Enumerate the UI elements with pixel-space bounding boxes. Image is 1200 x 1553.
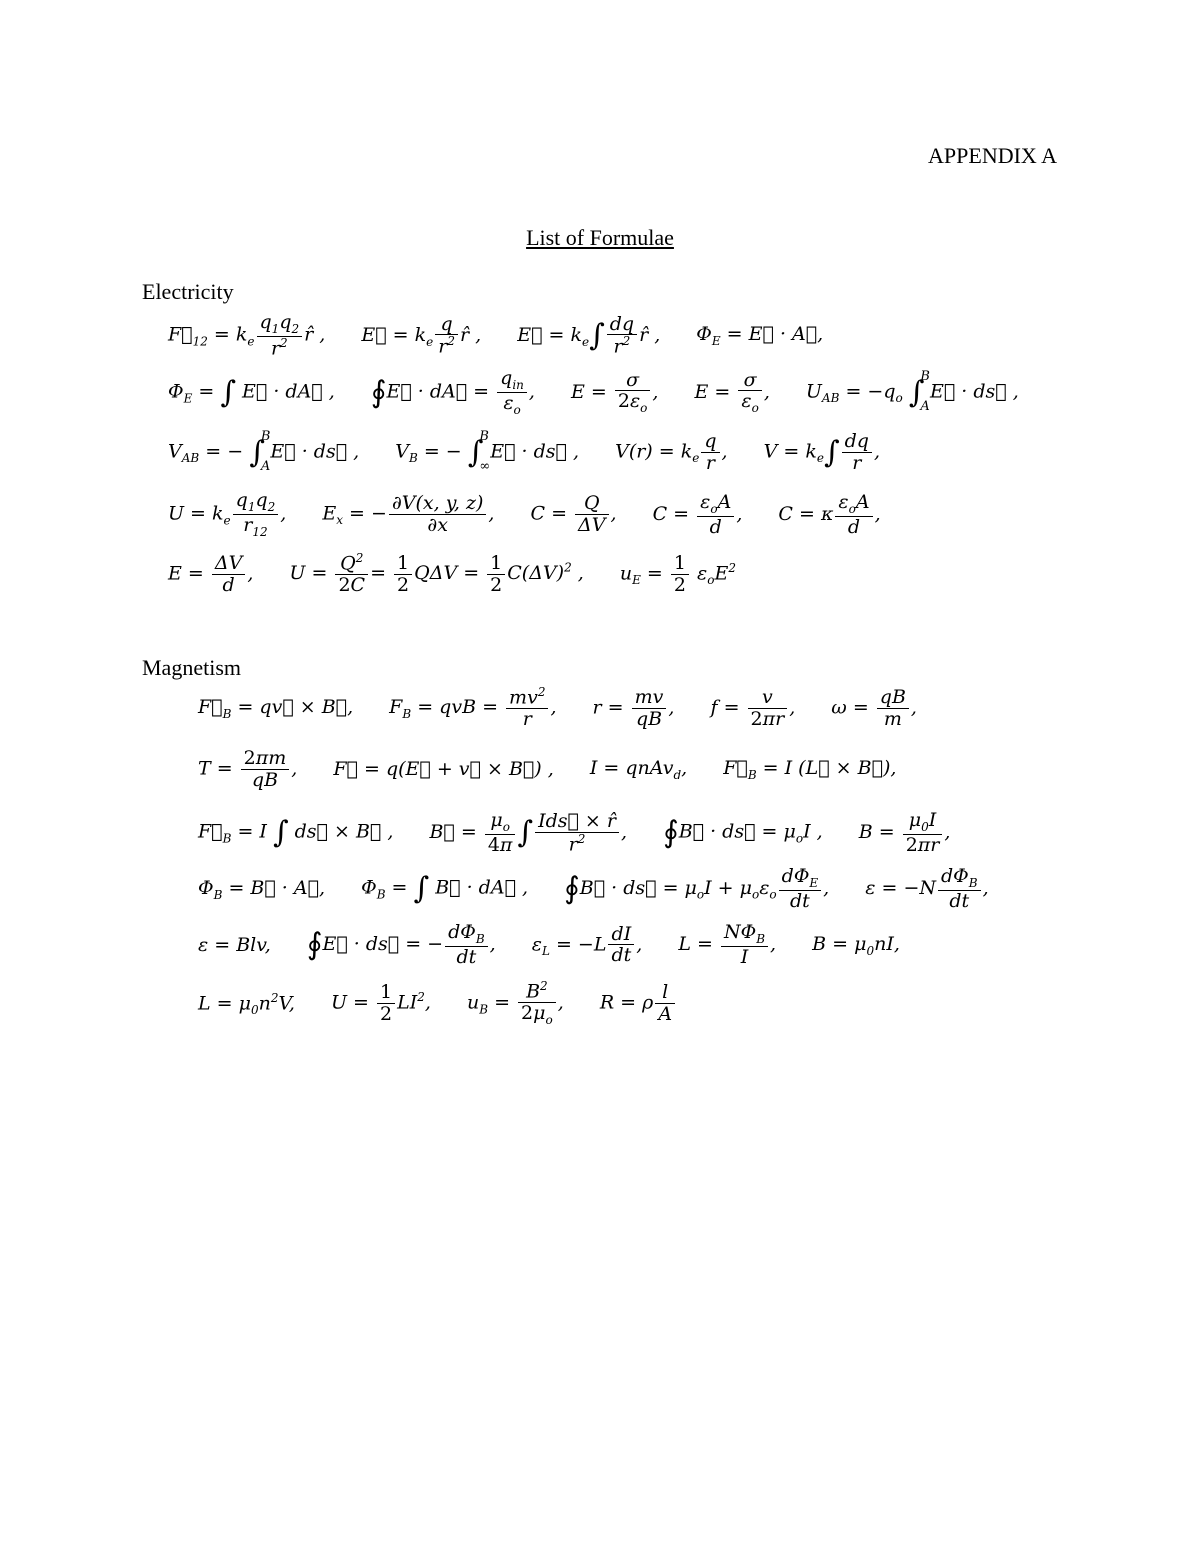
equation-sheet-field: E = $\frac{\sigma}{2\varepsilon_o}$ , xyxy=(571,368,659,416)
equation-cyclotron-radius: r = $\frac{mv}{qB}$ , xyxy=(592,685,675,730)
equation-inductance: L = $\frac{N\Phi_B}{I}$ , xyxy=(678,921,777,968)
equation-flux-uniform: $\Phi_E$ = E⃗ · A⃗, xyxy=(696,323,824,348)
equation-solenoid-field: $B = \mu_0nI$, xyxy=(812,932,900,958)
equation-dielectric-capacitance: C = κ $\frac{\varepsilon_oA}{d}$ , xyxy=(778,490,881,538)
equation-row-electricity-3 xyxy=(168,430,880,475)
equation-force-on-wire-integral: $F⃗_B = I$ ∫ ds⃗ × B⃗ , xyxy=(198,815,394,851)
equation-capacitance: C = $\frac{Q}{\Delta V}$ , xyxy=(530,492,617,536)
equation-magnetic-force-circular: $F_B$ = qvB = $\frac{mv^2}{r}$ , xyxy=(389,685,557,731)
equation-energy-density-electric: $u_E$ = $\frac{1}{2}$ $\varepsilon_oE^2$ xyxy=(619,551,736,596)
section-heading-electricity: Electricity xyxy=(142,279,234,304)
equation-continuous-potential: $V = k_e\int$ $\frac{dq}{r}$ , xyxy=(763,429,880,474)
equation-row-electricity-1 xyxy=(168,312,823,359)
equation-long-wire-field: B = $\frac{\mu_0I}{2\pi r}$ , xyxy=(858,809,951,856)
equation-faraday-law: ∮E⃗ · ds⃗ = − $\frac{d\Phi_B}{dt}$ , xyxy=(306,921,496,968)
equation-self-induced-emf: $\varepsilon_L = -L$ $\frac{dI}{dt}$ , xyxy=(531,922,643,967)
equation-row-electricity-2 xyxy=(168,368,1019,417)
equation-ampere-maxwell: ∮B⃗ · ds⃗ = $\mu_oI + \mu_o\varepsilon_o$ $\frac{d\Phi_E}{dt}$ , xyxy=(564,865,830,912)
equation-potential-at-point: $V_B$ = − ∫ B ∞ E⃗ · ds⃗ , xyxy=(395,429,580,475)
equation-point-field: E⃗ = $k_e$ $\frac{q}{r^2}$ r̂ , xyxy=(361,312,482,358)
equation-period: T = $\frac{2\pi m}{qB}$ , xyxy=(198,747,298,791)
equation-row-electricity-4 xyxy=(168,490,881,539)
equation-conductor-field: E = $\frac{\sigma}{\varepsilon_o}$ , xyxy=(694,368,770,416)
section-heading-magnetism: Magnetism xyxy=(142,655,241,680)
equation-gauss-law: ∮E⃗ · dA⃗ = $\frac{q_{in}}{\varepsilon_o}$ , xyxy=(370,367,535,417)
equation-flux-integral: $\Phi_E$ = ∫ E⃗ · dA⃗ , xyxy=(168,374,335,410)
equation-energy-density-magnetic: $u_B$ = $\frac{B^2}{2\mu_o}$ , xyxy=(466,979,564,1028)
equation-continuous-field: E⃗ = $k_e\int$ $\frac{dq}{r^2}$ r̂ , xyxy=(517,312,661,358)
equation-point-potential: $V(r) = k_e$ $\frac{q}{r}$ , xyxy=(615,429,728,474)
page-title: List of Formulae xyxy=(526,225,674,250)
equation-magnetic-flux-uniform: $\Phi_B$ = B⃗ · A⃗, xyxy=(198,876,326,902)
equation-resistance: R = ρ $\frac{l}{A}$ xyxy=(600,982,677,1025)
appendix-label: APPENDIX A xyxy=(928,143,1057,168)
equation-capacitor-energy: U = $\frac{Q^2}{2C}$ = $\frac{1}{2}$ QΔV = $\frac{1}{2}$ $C(\Delta V)^2$ , xyxy=(289,551,584,597)
equation-row-magnetism-1 xyxy=(198,686,917,730)
equation-potential-energy-change: $U_{AB} = -q_o$ ∫ B A E⃗ · ds⃗ , xyxy=(805,369,1019,415)
equation-row-magnetism-3 xyxy=(198,810,950,856)
equation-faraday-emf: ε = −N $\frac{d\Phi_B}{dt}$ , xyxy=(865,865,989,912)
equation-motional-emf: ε = Blv, xyxy=(198,933,271,956)
equation-pair-potential-energy: $U = k_e$ $\frac{q_1q_2}{r_{12}}$ , xyxy=(168,489,287,539)
equation-uniform-field: E = $\frac{\Delta V}{d}$ , xyxy=(168,551,254,596)
equation-row-magnetism-4 xyxy=(198,866,989,912)
equation-potential-difference: $V_{AB}$ = − ∫ B A E⃗ · ds⃗ , xyxy=(168,429,360,475)
equation-row-magnetism-2 xyxy=(198,748,896,791)
equation-magnetic-flux-integral: $\Phi_B$ = ∫ B⃗ · dA⃗ , xyxy=(361,871,529,907)
equation-row-magnetism-6 xyxy=(198,980,677,1027)
equation-parallel-plate-capacitance: C = $\frac{\varepsilon_oA}{d}$ , xyxy=(652,490,743,538)
equation-lorentz-force: F⃗ = q(E⃗ + v⃗ × B⃗) , xyxy=(333,758,554,781)
equation-lorentz-magnetic: $F⃗_B$ = qv⃗ × B⃗, xyxy=(198,695,354,721)
equation-biot-savart: B⃗ = $\frac{\mu_o}{4\pi}$ ∫ $\frac{\text{Ids⃗ × r̂}}{r^2}$ , xyxy=(429,809,628,856)
equation-solenoid-inductance: $L = \mu_0n^2V$, xyxy=(198,990,295,1017)
equation-field-from-potential: $E_x$ = − $\frac{\partial V(x, y, z)}{\partial x}$ , xyxy=(322,492,495,536)
equation-angular-frequency: ω = $\frac{qB}{m}$ , xyxy=(831,685,917,730)
equation-inductor-energy: U = $\frac{1}{2}$ $LI^2$, xyxy=(331,981,431,1026)
equation-current-drift: I = qnAv$_d$, xyxy=(589,756,688,782)
equation-ampere-law: ∮B⃗ · ds⃗ = $\mu_oI$ , xyxy=(663,815,823,851)
equation-force-on-wire: $F⃗_B = I$ (L⃗ × B⃗), xyxy=(723,756,897,782)
equation-row-magnetism-5 xyxy=(198,922,900,968)
equation-row-electricity-5 xyxy=(168,552,736,596)
equation-coulomb-force: $F⃗_{12} = k_e$ $\frac{q_1q_2}{r^2}$ r̂ , xyxy=(168,311,326,360)
equation-cyclotron-frequency: f = $\frac{v}{2\pi r}$ , xyxy=(710,685,796,730)
